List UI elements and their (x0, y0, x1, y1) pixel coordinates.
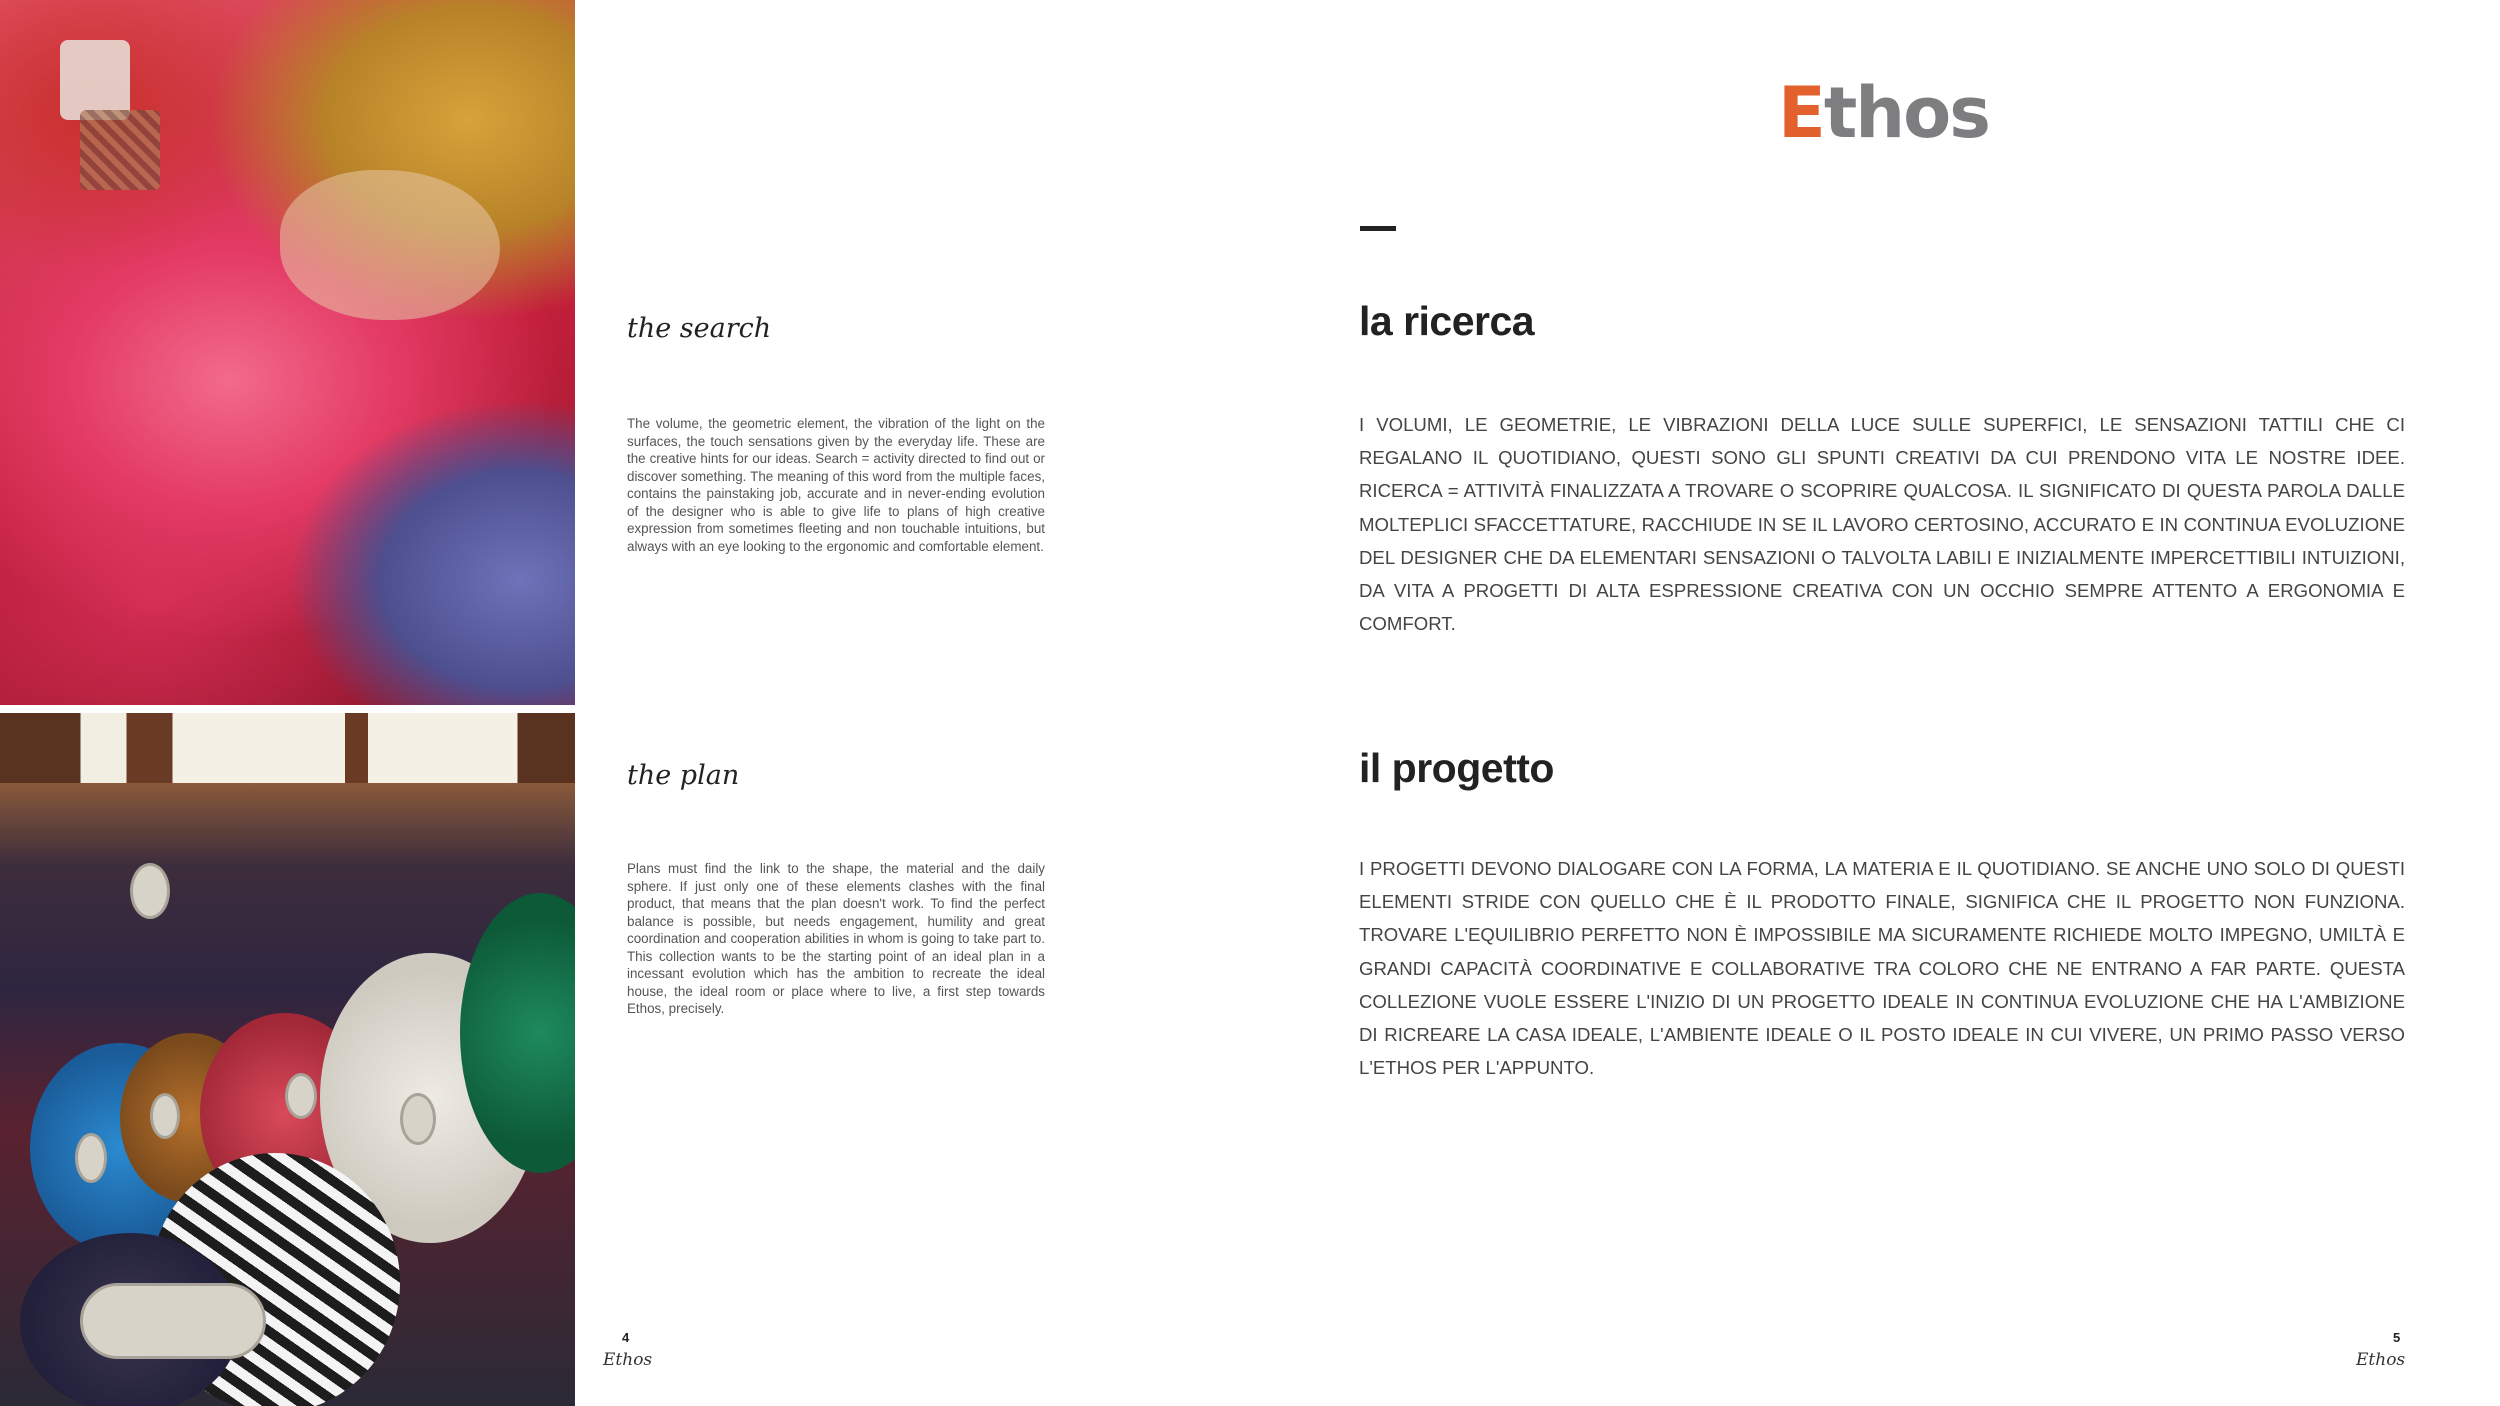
en-body-search: The volume, the geometric element, the vibration of the light on the surfaces, the touch sensations given by the everyday life. These are the creative hints for our ideas. Search = activity directed to find out or discover something. The meaning of this word from the multiple faces, contains the painstaking job, accurate and in never-ending evolution of the designer who is able to give life to plans of high creative expression from sometimes fleeting and non touchable intuitions, but always with an eye looking to the ergonomic and comfortable element. (627, 416, 1045, 554)
page-number-right: 5 (2393, 1330, 2401, 1345)
it-title-progetto: il progetto (1359, 745, 1554, 791)
logo-initial: E (1778, 72, 1824, 154)
page-label-left: Ethos (603, 1350, 653, 1370)
en-title-search: the search (627, 313, 772, 344)
en-body-plan: Plans must find the link to the shape, the material and the daily sphere. If just only one of these elements clashes with the final product, that means that the plan doesn't work. To find the perfect balance is possible, but needs engagement, humility and great coordination and cooperation abilities in whom is going to take part to. This collection wants to be the starting point of an ideal plan in a incessant evolution which has the ambition to recreate the ideal house, the ideal room or place where to live, a first step towards Ethos, precisely. (627, 861, 1045, 1016)
page-number-left: 4 (622, 1330, 630, 1345)
it-body-progetto: I PROGETTI DEVONO DIALOGARE CON LA FORMA, LA MATERIA E IL QUOTIDIANO. SE ANCHE UNO SOLO DI QUESTI ELEMENTI STRIDE CON QUELLO CHE È IL PRODOTTO FINALE, SIGNIFICA CHE IL PROGETTO NON FUNZIONA. TROVARE L'EQUILIBRIO PERFETTO NON È IMPOSSIBILE MA SICURAMENTE RICHIEDE MOLTO IMPEGNO, UMILTÀ E GRANDI CAPACITÀ COORDINATIVE E COLLABORATIVE TRA COLORO CHE NE ENTRANO A FAR PARTE. QUESTA COLLEZIONE VUOLE ESSERE L'INIZIO DI UN PROGETTO IDEALE IN CONTINUA EVOLUZIONE CHE HA L'AMBIZIONE DI RICREARE LA CASA IDEALE, L'AMBIENTE IDEALE O IL POSTO IDEALE IN CUI VIVERE, UN PRIMO PASSO VERSO L'ETHOS PER L'APPUNTO. (1359, 858, 2405, 1079)
it-title-ricerca: la ricerca (1359, 298, 1535, 344)
en-title-plan: the plan (627, 760, 740, 791)
section-dash (1360, 226, 1396, 231)
it-body-ricerca: I VOLUMI, LE GEOMETRIE, LE VIBRAZIONI DELLA LUCE SULLE SUPERFICI, LE SENSAZIONI TATTILI CHE CI REGALANO IL QUOTIDIANO, QUESTI SONO GLI SPUNTI CREATIVI DA CUI PRENDONO VITA LE NOSTRE IDEE. RICERCA = ATTIVITÀ FINALIZZATA A TROVARE O SCOPRIRE QUALCOSA. IL SIGNIFICATO DI QUESTA PAROLA DALLE MOLTEPLICI SFACCETTATURE, RACCHIUDE IN SE IL LAVORO CERTOSINO, ACCURATO E IN CONTINUA EVOLUZIONE DEL DESIGNER CHE DA ELEMENTARI SENSAZIONI O TALVOLTA LABILI E INIZIALMENTE IMPERCETTIBILI INTUIZIONI, DA VITA A PROGETTI DI ALTA ESPRESSIONE CREATIVA CON UN OCCHIO SEMPRE ATTENTO A ERGONOMIA E COMFORT. (1359, 414, 2405, 635)
fabric-rolls-photo-bottom (0, 713, 575, 1406)
fabric-photo-top (0, 0, 575, 705)
page-label-right: Ethos (2356, 1350, 2406, 1370)
logo-rest: thos (1823, 72, 1989, 154)
ethos-logo (1778, 72, 1989, 154)
